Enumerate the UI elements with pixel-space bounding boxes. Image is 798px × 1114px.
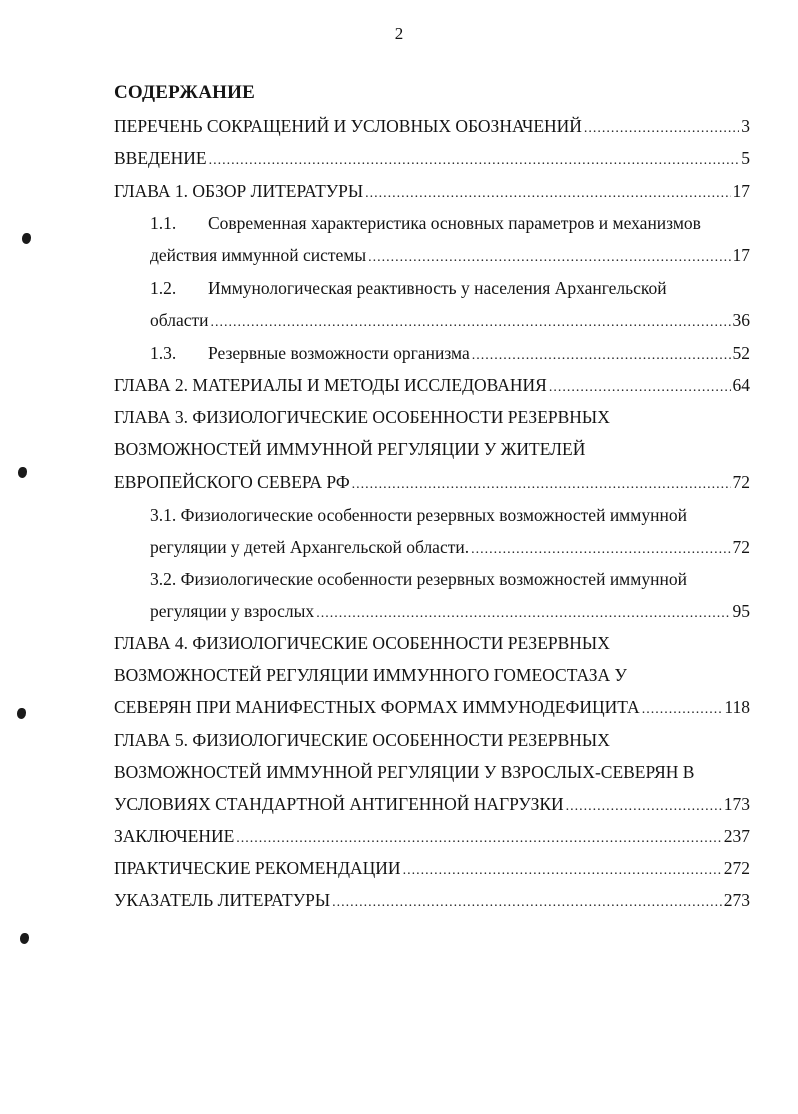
toc-entry-references[interactable]: [114, 887, 750, 913]
dot-leader: [211, 310, 731, 336]
toc-entry-title: регуляции у взрослых: [150, 601, 315, 621]
toc-page-number: 5: [741, 148, 750, 168]
toc-entry-chapter-2[interactable]: [114, 372, 750, 398]
binding-hole-mark: [17, 708, 26, 719]
dot-leader: [642, 697, 723, 723]
toc-entry-title: ГЛАВА 1. ОБЗОР ЛИТЕРАТУРЫ: [114, 181, 364, 201]
toc-page-number: 118: [724, 697, 750, 717]
toc-entry-title: ЗАКЛЮЧЕНИЕ: [114, 826, 235, 846]
toc-entry-title: ПЕРЕЧЕНЬ СОКРАЩЕНИЙ И УСЛОВНЫХ ОБОЗНАЧЕНИЙ: [114, 116, 582, 136]
toc-entry-title: Иммунологическая реактивность у населения Архангельской: [208, 278, 667, 298]
toc-entry-title: области: [150, 310, 209, 330]
toc-entry-section-1-1-line2[interactable]: [150, 242, 750, 268]
page-number: 2: [394, 24, 404, 43]
dot-leader: [316, 601, 730, 627]
toc-entry-chapter-4-line2[interactable]: ВОЗМОЖНОСТЕЙ РЕГУЛЯЦИИ ИММУННОГО ГОМЕОСТАЗА У: [114, 665, 627, 685]
toc-entry-title: ГЛАВА 2. МАТЕРИАЛЫ И МЕТОДЫ ИССЛЕДОВАНИЯ: [114, 375, 547, 395]
toc-page-number: 17: [732, 245, 750, 265]
dot-leader: [549, 375, 731, 401]
toc-entry-chapter-3-line3[interactable]: [114, 469, 750, 495]
section-number: 1.2.: [150, 278, 177, 298]
toc-entry-title: ЕВРОПЕЙСКОГО СЕВЕРА РФ: [114, 472, 350, 492]
dot-leader: [352, 472, 731, 498]
toc-entry-section-1-1-line1[interactable]: [150, 210, 701, 236]
toc-page-number: 72: [732, 537, 750, 557]
dot-leader: [236, 826, 721, 852]
toc-entry-chapter-1[interactable]: [114, 178, 750, 204]
toc-entry-title: регуляции у детей Архангельской области.: [150, 537, 470, 557]
toc-page-number: 36: [732, 310, 750, 330]
toc-entry-recommendations[interactable]: [114, 855, 750, 881]
dot-leader: [368, 245, 730, 271]
toc-entry-chapter-5-line1[interactable]: ГЛАВА 5. ФИЗИОЛОГИЧЕСКИЕ ОСОБЕННОСТИ РЕЗЕРВНЫХ: [114, 730, 610, 750]
toc-entry-section-3-1-line2[interactable]: [150, 534, 750, 560]
toc-entry-section-1-2-line1[interactable]: [150, 275, 667, 301]
toc-page-number: 95: [732, 601, 750, 621]
toc-entry-chapter-5-line2[interactable]: ВОЗМОЖНОСТЕЙ ИММУННОЙ РЕГУЛЯЦИИ У ВЗРОСЛЫХ-СЕВЕРЯН В: [114, 762, 695, 782]
dot-leader: [403, 858, 722, 884]
section-number: 1.1.: [150, 213, 177, 233]
toc-entry-title: Современная характеристика основных параметров и механизмов: [208, 213, 701, 233]
dot-leader: [209, 148, 740, 174]
toc-entry-section-3-2-line2[interactable]: [150, 598, 750, 624]
dot-leader: [584, 116, 739, 142]
dot-leader: [471, 537, 730, 563]
toc-entry-chapter-3-line1[interactable]: ГЛАВА 3. ФИЗИОЛОГИЧЕСКИЕ ОСОБЕННОСТИ РЕЗЕРВНЫХ: [114, 407, 610, 427]
toc-entry-title: действия иммунной системы: [150, 245, 367, 265]
toc-page-number: 64: [732, 375, 750, 395]
toc-page-number: 52: [732, 343, 750, 363]
toc-entry-section-3-1-line1[interactable]: 3.1. Физиологические особенности резервных возможностей иммунной: [150, 505, 687, 525]
toc-page-number: 3: [741, 116, 750, 136]
toc-page-number: 237: [723, 826, 750, 846]
toc-entry-title: СЕВЕРЯН ПРИ МАНИФЕСТНЫХ ФОРМАХ ИММУНОДЕФИЦИТА: [114, 697, 640, 717]
page-title: СОДЕРЖАНИЕ: [114, 82, 255, 103]
toc-entry-conclusion[interactable]: [114, 823, 750, 849]
toc-entry-chapter-5-line3[interactable]: [114, 791, 750, 817]
section-number: 1.3.: [150, 343, 177, 363]
toc-entry-title: ПРАКТИЧЕСКИЕ РЕКОМЕНДАЦИИ: [114, 858, 401, 878]
dot-leader: [566, 794, 722, 820]
dot-leader: [332, 890, 722, 916]
dot-leader: [472, 343, 731, 369]
toc-entry-chapter-3-line2[interactable]: ВОЗМОЖНОСТЕЙ ИММУННОЙ РЕГУЛЯЦИИ У ЖИТЕЛЕЙ: [114, 439, 586, 459]
toc-page-number: 72: [732, 472, 750, 492]
toc-entry-title: ВВЕДЕНИЕ: [114, 148, 207, 168]
binding-hole-mark: [22, 233, 31, 244]
toc-page-number: 173: [723, 794, 750, 814]
binding-hole-mark: [18, 467, 27, 478]
dot-leader: [365, 181, 730, 207]
toc-entry-chapter-4-line3[interactable]: [114, 694, 750, 720]
toc-entry-abbreviations[interactable]: [114, 113, 750, 139]
toc-entry-title: Резервные возможности организма: [208, 343, 470, 363]
toc-page-number: 273: [723, 890, 750, 910]
toc-entry-section-1-3[interactable]: [150, 340, 750, 366]
toc-page-number: 17: [732, 181, 750, 201]
toc-entry-introduction[interactable]: [114, 145, 750, 171]
toc-entry-section-3-2-line1[interactable]: 3.2. Физиологические особенности резервных возможностей иммунной: [150, 569, 687, 589]
toc-entry-title: УКАЗАТЕЛЬ ЛИТЕРАТУРЫ: [114, 890, 331, 910]
binding-hole-mark: [20, 933, 29, 944]
toc-entry-chapter-4-line1[interactable]: ГЛАВА 4. ФИЗИОЛОГИЧЕСКИЕ ОСОБЕННОСТИ РЕЗЕРВНЫХ: [114, 633, 610, 653]
toc-entry-section-1-2-line2[interactable]: [150, 307, 750, 333]
toc-page-number: 272: [723, 858, 750, 878]
toc-entry-title: УСЛОВИЯХ СТАНДАРТНОЙ АНТИГЕННОЙ НАГРУЗКИ: [114, 794, 564, 814]
